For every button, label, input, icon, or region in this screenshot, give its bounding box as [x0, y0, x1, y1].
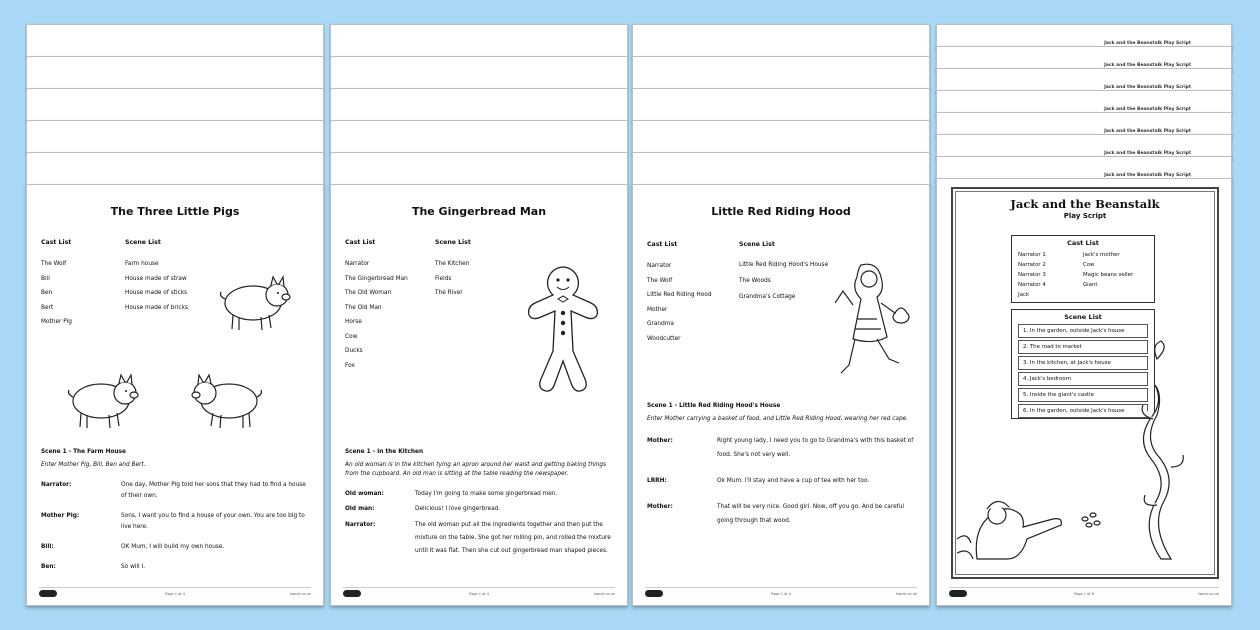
stacked-page-title: Jack and the Beanstalk Play Script: [1104, 129, 1191, 134]
script-line: [41, 511, 309, 533]
speaker: Old woman:: [345, 491, 384, 497]
list-item: The Wolf: [647, 277, 673, 284]
cast-list: [647, 259, 712, 346]
page-number: Page 1 of 4: [165, 592, 185, 596]
stacked-page: [632, 152, 930, 186]
dialogue: One day, Mother Pig told her sons that they had to find a house of their own.: [121, 482, 306, 499]
cast-list-label: Cast List: [41, 239, 72, 246]
list-item: House made of sticks: [125, 290, 188, 296]
dialogue: That will be very nice. Good girl. Now, off you go. And be careful going through that wood.: [717, 504, 904, 524]
list-item: Narrator: [345, 261, 370, 267]
worksheet-jack-and-the-beanstalk[interactable]: [936, 24, 1232, 606]
list-item: 4. Jack's bedroom: [1018, 372, 1148, 386]
pig-illustration: [63, 367, 143, 433]
list-item: Grandma's Cottage: [739, 294, 796, 300]
brand-text: twinkl.co.uk: [896, 592, 917, 596]
stacked-page-title: Jack and the Beanstalk Play Script: [1104, 63, 1191, 68]
brand-text: twinkl.co.uk: [1198, 592, 1219, 596]
gingerbread-man-illustration: [525, 263, 601, 393]
scene-list-label: Scene List: [1064, 313, 1102, 321]
cast-list-box: [1011, 235, 1155, 303]
scene-list-label: Scene List: [125, 239, 161, 246]
page-number: Page 1 of 6: [1074, 592, 1094, 596]
list-item: The River: [435, 290, 463, 296]
decorative-border: [951, 187, 1219, 579]
stacked-page-title: Jack and the Beanstalk Play Script: [1104, 151, 1191, 156]
list-item: 5. Inside the giant's castle: [1018, 388, 1148, 402]
list-item: 2. The road to market: [1018, 340, 1148, 354]
cast-list: [345, 257, 408, 373]
dialogue: Right young lady, I need you to go to Grandma's with this basket of food. She's not very well.: [717, 438, 914, 458]
script-line: [647, 434, 915, 462]
script-line: [41, 562, 309, 573]
stacked-page: [330, 152, 628, 186]
page-number: Page 1 of 4: [771, 592, 791, 596]
page-title: The Gingerbread Man: [411, 205, 547, 218]
dialogue: Ok Mum. I'll stay and have a cup of tea with her too.: [717, 478, 870, 484]
page-footer: [343, 587, 615, 597]
stacked-page: [330, 120, 628, 154]
stacked-page: [26, 120, 324, 154]
list-item: Farm house: [125, 261, 159, 267]
stacked-page: [632, 56, 930, 90]
stacked-page-title: Jack and the Beanstalk Play Script: [1104, 107, 1191, 112]
page-title: Little Red Riding Hood: [711, 205, 851, 218]
list-item: Bert: [41, 304, 54, 311]
script-line: [345, 504, 613, 515]
scene-heading: Scene 1 - In the Kitchen: [345, 449, 424, 455]
worksheet-little-red-riding-hood[interactable]: [632, 24, 930, 606]
list-item: The Kitchen: [435, 261, 470, 267]
page-title: The Three Little Pigs: [110, 205, 240, 218]
list-item: Bill: [41, 275, 50, 282]
speaker: Narrator:: [41, 482, 72, 488]
dialogue: Today I'm going to make some gingerbread men.: [415, 491, 558, 497]
list-item: 6. In the garden, outside Jack's house: [1018, 404, 1148, 418]
page-number: Page 1 of 4: [469, 592, 489, 596]
stage-direction: An old woman is in the kitchen tying an apron around her waist and getting baking things from the cupboard. An old man is sitting at the table reading the newspaper.: [345, 462, 607, 477]
stacked-page: [330, 56, 628, 90]
list-item: House made of bricks: [125, 304, 188, 311]
scene-list: [739, 259, 829, 303]
stacked-page: [632, 24, 930, 58]
speaker: LRRH:: [647, 478, 667, 484]
list-item: Jack's mother: [1083, 252, 1120, 258]
front-page: [330, 184, 628, 606]
list-item: Mother: [647, 306, 668, 313]
page-footer: [645, 587, 917, 597]
list-item: House made of straw: [125, 275, 187, 282]
speaker: Narrator:: [345, 522, 376, 528]
cast-list: [1012, 250, 1154, 300]
stacked-page-title: Jack and the Beanstalk Play Script: [1104, 85, 1191, 90]
speaker: Mother:: [647, 438, 673, 444]
script-line: [41, 480, 309, 502]
list-item: 3. In the kitchen, at Jack's house: [1018, 356, 1148, 370]
beanstalk-illustration: [957, 339, 1219, 569]
page-title: Jack and the Beanstalk: [1010, 197, 1160, 211]
dialogue: Delicious! I love gingerbread.: [415, 506, 501, 512]
list-item: Narrator 4: [1018, 282, 1046, 288]
front-page: [632, 184, 930, 606]
speaker: Mother:: [647, 504, 673, 510]
stacked-page: [632, 120, 930, 154]
stacked-page: [26, 152, 324, 186]
stacked-page: [26, 88, 324, 122]
cast-list-label: Cast List: [647, 241, 678, 248]
front-page: [936, 178, 1232, 606]
list-item: Little Red Riding Hood: [647, 292, 712, 298]
dialogue: Sons, I want you to find a house of your own. You are too big to live here.: [121, 513, 305, 530]
stage-direction: Enter Mother Pig, Bill, Ben and Bert.: [41, 462, 146, 468]
speaker: Mother Pig:: [41, 513, 80, 519]
list-item: Giant: [1083, 282, 1098, 288]
speaker: Bill:: [41, 544, 54, 550]
list-item: Ducks: [345, 348, 363, 354]
red-riding-hood-illustration: [825, 259, 913, 385]
stacked-page: [632, 88, 930, 122]
list-item: Horse: [345, 319, 362, 325]
stage-direction: Enter Mother carrying a basket of food, and Little Red Riding Hood, wearing her red cape.: [647, 416, 909, 422]
list-item: Cow: [345, 333, 358, 340]
scene-list: [435, 257, 469, 301]
worksheet-three-little-pigs[interactable]: [26, 24, 324, 606]
page-subtitle: Play Script: [1063, 212, 1107, 220]
list-item: The Old Woman: [345, 290, 392, 296]
list-item: The Wolf: [41, 261, 67, 267]
script-line: [647, 500, 915, 528]
scene-list-label: Scene List: [435, 239, 471, 246]
stacked-page: [26, 24, 324, 58]
cast-list: [41, 257, 72, 330]
list-item: The Old Man: [345, 304, 382, 311]
list-item: Narrator 1: [1018, 252, 1046, 258]
list-item: Cow: [1083, 262, 1095, 268]
list-item: The Woods: [739, 278, 771, 284]
page-footer: [949, 587, 1219, 597]
stacked-page-title: Jack and the Beanstalk Play Script: [1104, 41, 1191, 46]
cast-list-label: Cast List: [345, 239, 376, 246]
list-item: Jack: [1018, 292, 1029, 298]
list-item: Narrator: [647, 263, 672, 269]
script-scene: [41, 449, 309, 582]
script-line: [647, 474, 915, 488]
list-item: Mother Pig: [41, 319, 72, 325]
script-line: [345, 489, 613, 500]
dialogue: The old woman put all the ingredients together and then put the mixture on the table. She got her rolling pin, and rolled the mixture until it was flat. Then she cut out gingerbread man shaped pieces.: [415, 522, 611, 554]
scene-heading: Scene 1 - The Farm House: [41, 449, 126, 455]
stacked-page: [330, 24, 628, 58]
page-footer: [39, 587, 311, 597]
worksheet-gingerbread-man[interactable]: [330, 24, 628, 606]
brand-text: twinkl.co.uk: [594, 592, 615, 596]
list-item: Ben: [41, 290, 53, 296]
script-scene: [345, 449, 613, 567]
scene-heading: Scene 1 - Little Red Riding Hood's House: [647, 403, 781, 409]
speaker: Ben:: [41, 564, 56, 570]
pig-illustration: [187, 367, 267, 433]
stacked-page: [26, 56, 324, 90]
cast-list-label: Cast List: [1067, 239, 1099, 247]
list-item: Narrator 3: [1018, 272, 1046, 278]
scene-list: [125, 257, 188, 315]
list-item: Fields: [435, 275, 452, 282]
list-item: Narrator 2: [1018, 262, 1046, 268]
front-page: [26, 184, 324, 606]
script-line: [41, 542, 309, 553]
dialogue: OK Mum, I will build my own house.: [121, 544, 225, 550]
list-item: Fox: [345, 362, 355, 369]
scene-list-label: Scene List: [739, 241, 775, 248]
list-item: 1. In the garden, outside Jack's house: [1018, 324, 1148, 338]
stacked-page: [330, 88, 628, 122]
list-item: Magic beans seller: [1083, 272, 1134, 278]
speaker: Old man:: [345, 506, 375, 512]
list-item: [1083, 290, 1148, 300]
list-item: The Gingerbread Man: [345, 275, 408, 282]
script-line: [345, 519, 613, 558]
dialogue: So will I.: [121, 564, 146, 570]
pig-illustration: [215, 269, 295, 335]
list-item: Little Red Riding Hood's House: [739, 262, 829, 268]
list-item: Grandma: [647, 321, 674, 327]
list-item: Woodcutter: [647, 335, 681, 342]
script-scene: [647, 403, 915, 537]
stacked-page-title: Jack and the Beanstalk Play Script: [1104, 173, 1191, 178]
brand-text: twinkl.co.uk: [290, 592, 311, 596]
